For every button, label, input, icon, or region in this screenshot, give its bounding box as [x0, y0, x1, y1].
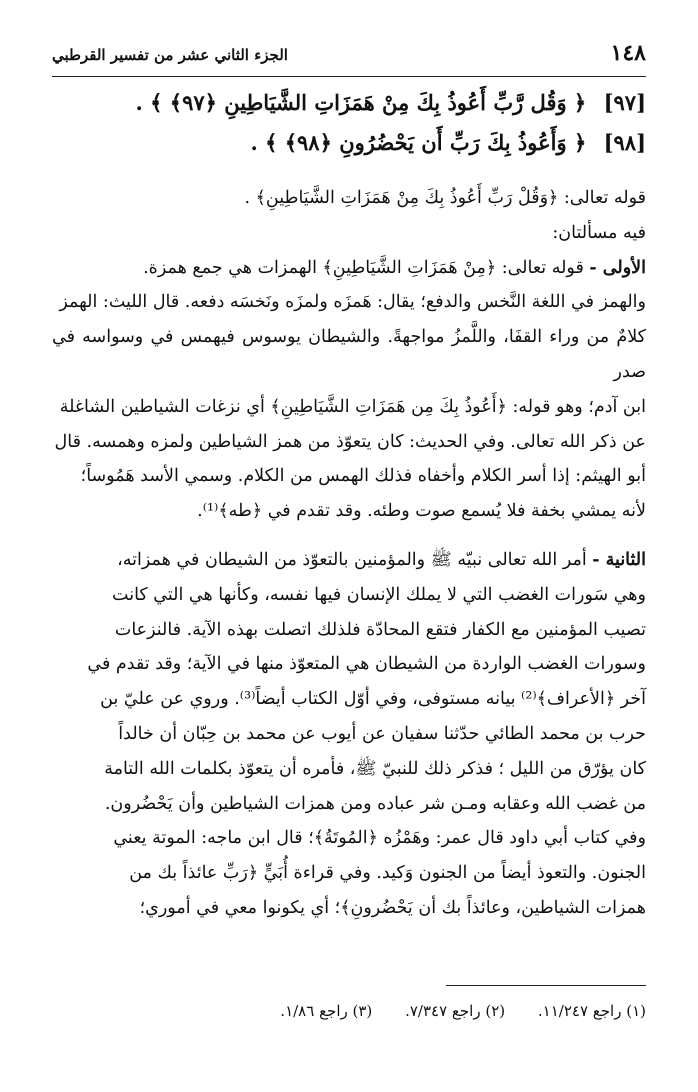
- verse-text: ﴿ وَقُل رَّبِّ أَعُوذُ بِكَ مِنْ هَمَزَاتِ الشَّيَاطِينِ ﴿٩٧﴾ ﴾ .: [135, 90, 587, 115]
- intro-line: قوله تعالى: ﴿وَقُلْ رَبِّ أَعُوذُ بِكَ مِنْ هَمَزَاتِ الشَّيَاطِينِ﴾ .: [244, 188, 646, 208]
- paragraph-line: من غضب الله وعقابه ومـن شر عباده ومن همزات الشياطين وأن يَحْضُرون.: [104, 793, 646, 814]
- section-heading: الأولى -: [589, 257, 646, 278]
- footnote-3: (٣) راجع ١/٨٦.: [280, 1002, 373, 1020]
- footnotes: [52, 985, 646, 1020]
- paragraph-line: وهي سَورات الغضب التي لا يملك الإنسان فيها نفسه، وكأنها هي التي كانت: [112, 584, 646, 605]
- intro: [52, 181, 646, 251]
- section-heading: الثانية -: [592, 549, 646, 570]
- verse-98: [52, 123, 646, 163]
- section-first: [52, 251, 646, 529]
- paragraph-line: والهمز في اللغة النَّخس والدفع؛ يقال: هَمزَه ولمزَه ونَخسَه دفعه. قال الليث: الهمز: [59, 292, 646, 313]
- paragraph-line: لأنه يمشي بخفة فلا يُسمع صوت وطئه. وقد تقدم في ﴿طه﴾⁽¹⁾.: [197, 501, 646, 522]
- paragraph-line: عن ذكر الله تعالى. وفي الحديث: كان يتعوّذ من همز الشياطين ولمزه وهمسه. قال: [54, 431, 646, 452]
- footnote-line: [52, 1002, 646, 1020]
- verse-97: [52, 83, 646, 123]
- paragraph-line: ابن آدم؛ وهو قوله: ﴿أَعُوذُ بِكَ مِن هَمَزَاتِ الشَّيَاطِينِ﴾ أي نزغات الشياطين الشاغلة: [59, 396, 646, 417]
- running-header: [52, 40, 646, 77]
- intro-line: فيه مسألتان:: [552, 222, 646, 243]
- paragraph-line: وفي كتاب أبي داود قال عمر: وهَمْزُه ﴿المُوتَةُ﴾؛ قال ابن ماجه: الموتة يعني: [113, 828, 646, 849]
- paragraph-line: أبو الهيثم: إذا أسر الكلام وأخفاه فذلك الهمس من الكلام. وسمي الأسد هَمُوساً؛: [80, 466, 646, 487]
- paragraph-line: كلامٌ من وراء القفَا، واللَّمزُ مواجهةً. والشيطان يوسوس فيهمس في وسواسه في صدر: [52, 327, 646, 382]
- verses-block: [52, 83, 646, 163]
- paragraph-line: وسورات الغضب الواردة من الشيطان هي المتعوّذ منها في الآية؛ وقد تقدم في: [87, 654, 646, 675]
- paragraph-line: همزات الشياطين، وعائذاً بك أن يَحْضُرونِ﴾؛ أي يكونوا معي في أموري؛: [139, 897, 646, 918]
- paragraph-line: تصيب المؤمنين مع الكفار فتقع المحادّة فلذلك اتصلت بهذه الآية. فالنزعات: [114, 619, 646, 640]
- paragraph-line: آخر ﴿الأعراف﴾⁽²⁾ بيانه مستوفى، وفي أوّل الكتاب أيضاً⁽³⁾. وروي عن عليّ بن: [100, 689, 646, 710]
- paragraph-line: كان يؤرّق من الليل ؛ فذكر ذلك للنبيّ ﷺ، فأمره أن يتعوّذ بكلمات الله التامة: [104, 758, 646, 779]
- verse-number: [٩٨]: [603, 130, 646, 155]
- running-title: الجزء الثاني عشر من تفسير القرطبي: [52, 46, 288, 64]
- paragraph-line: الثانية - أمر الله تعالى نبيّه ﷺ والمؤمنين بالتعوّذ من الشيطان في همزاته،: [117, 549, 646, 570]
- verse-text: ﴿ وَأَعُوذُ بِكَ رَبِّ أَن يَحْضُرُونِ ﴿٩٨﴾ ﴾ .: [250, 130, 587, 155]
- section-second: [52, 543, 646, 926]
- footnote-rule: [446, 985, 646, 986]
- page-number: ١٤٨: [610, 40, 646, 66]
- verse-number: [٩٧]: [603, 90, 646, 115]
- footnote-1: (١) راجع ١١/٢٤٧.: [537, 1002, 646, 1020]
- paragraph-line: الأولى - قوله تعالى: ﴿مِنْ هَمَزَاتِ الشَّيَاطِينِ﴾ الهمزات هي جمع همزة.: [143, 257, 646, 278]
- footnote-2: (٢) راجع ٧/٣٤٧.: [405, 1002, 506, 1020]
- paragraph-line: الجنون. والتعوذ أيضاً من الجنون وَكيد. وفي قراءة أُبَيٍّ ﴿رَبِّ عائذاً بك من: [129, 863, 646, 884]
- paragraph-line: حرب بن محمد الطائي حدّثنا سفيان عن أيوب عن محمد بن حِبّان أن خالداً: [118, 723, 646, 744]
- page: [52, 40, 646, 926]
